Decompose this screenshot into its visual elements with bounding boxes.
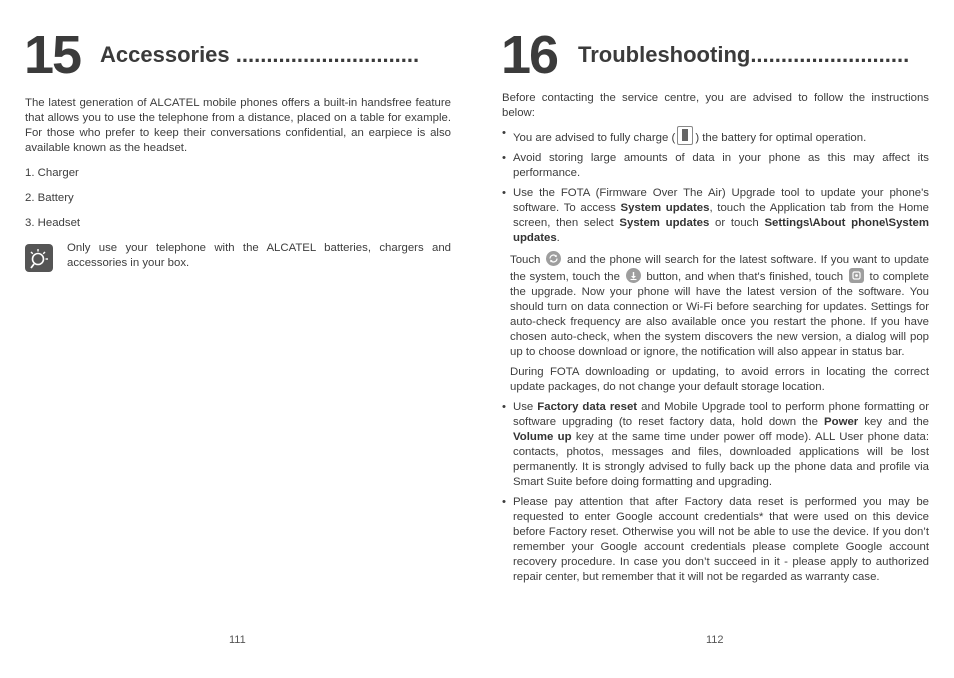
battery-icon <box>677 126 693 145</box>
list-item: 3. Headset <box>25 217 81 229</box>
list-item: 2. Battery <box>25 192 74 204</box>
tip-text: Only use your telephone with the ALCATEL batteries, chargers and accessories in your box. <box>67 242 451 269</box>
bullet-storage: • Avoid storing large amounts of data in your phone as this may affect its performance. <box>502 151 929 181</box>
install-icon <box>849 268 864 283</box>
page-number: 112 <box>706 634 724 646</box>
intro-paragraph: The latest generation of ALCATEL mobile phones offers a built-in handsfree feature that allows you to use the telephone from a distance, placed on a table for example. For those who prefer to keep their conversations confidential, an earpiece is also available known as the headset. <box>25 97 451 154</box>
bullet-google-account: • Please pay attention that after Factory data reset is performed you may be requested to enter Google account credentials* that were used on this device before Factory reset. Otherwise you will not be able to use the device. If you don’t remember your Google account credentials please complete Google account recovery procedure. In case you don’t succeed in it - please apply to authorized repair center, but remember that it will not be regarded as warranty case. <box>502 495 929 585</box>
download-icon <box>626 268 641 283</box>
list-item: 1. Charger <box>25 167 79 179</box>
chapter-number: 15 <box>24 25 81 85</box>
page-number: 111 <box>229 634 246 646</box>
bullet-fota: • Use the FOTA (Firmware Over The Air) Upgrade tool to update your phone's software. To access System updates, touch the Application tab from the Home screen, then select System updates or touch Settings\About phone\System updates. <box>502 186 929 246</box>
intro-paragraph: Before contacting the service centre, you are advised to follow the instructions below: <box>502 92 929 119</box>
lightbulb-tip-icon <box>25 244 53 272</box>
refresh-icon <box>546 251 561 266</box>
fota-storage-note: During FOTA downloading or updating, to avoid errors in locating the correct update packages, do not change your default storage location. <box>510 366 929 393</box>
right-page <box>477 0 954 678</box>
chapter-number: 16 <box>501 25 558 85</box>
chapter-title: Accessories .............................. <box>100 42 420 67</box>
fota-paragraph: Touch and the phone will search for the latest software. If you want to update the system, touch the button, and when that's finished, touch to complete the upgrade. Now your phone will have the latest version of the software. You should turn on data connection or Wi-Fi before searching for updates. Settings for auto-check frequency are also available once you restart the phone. If you have chosen auto-check, when the system discovers the new version, a dialog will pop up to choose download or ignore, the notification will also appear in status bar. <box>502 251 929 360</box>
bullet-charge: • You are advised to fully charge ( ) the battery for optimal operation. <box>502 126 929 146</box>
troubleshooting-body <box>502 91 929 590</box>
chapter-title: Troubleshooting.......................... <box>578 42 910 67</box>
bullet-factory-reset: • Use Factory data reset and Mobile Upgrade tool to perform phone formatting or software upgrading (to reset factory data, hold down the Power key and the Volume up key at the same time under power off mode). ALL User phone data: contacts, photos, messages and files, downloaded applications will be lost permanently. It is strongly advised to fully back up the phone data and profile via Smart Suite before doing formatting and upgrading. <box>502 400 929 490</box>
